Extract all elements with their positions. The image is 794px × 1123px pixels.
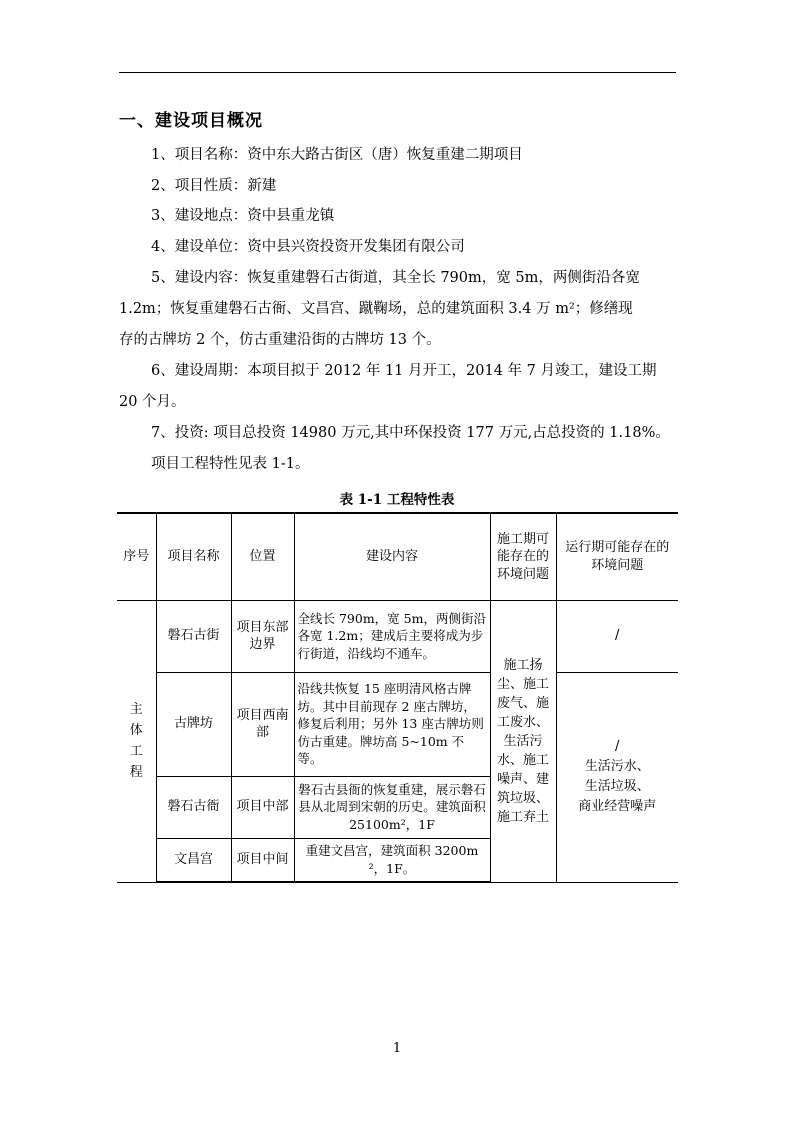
operation-issue-line: 商业经营噪声	[578, 799, 657, 814]
item-project-nature: 2、项目性质：新建	[151, 178, 277, 194]
header-position: 位置	[231, 513, 294, 600]
item-investment: 7、投资: 项目总投资 14980 万元,其中环保投资 177 万元,占总投资的 1.18%。	[151, 425, 670, 441]
row-position: 项目西南部	[231, 672, 294, 776]
header-rule	[119, 72, 676, 73]
item-content-line1: 5、建设内容：恢复重建磐石古街道，其全长 790m，宽 5m，两侧街沿各宽	[151, 270, 640, 286]
page-number: 1	[392, 1041, 402, 1056]
table-row	[117, 672, 678, 776]
row-name: 磐石古街	[156, 600, 231, 672]
row-name: 文昌宫	[156, 838, 231, 882]
row-position: 项目中部	[231, 776, 294, 838]
row-content: 全线长 790m，宽 5m，两侧街沿各宽 1.2m；建成后主要将成为步行街道，沿线均不通车。	[294, 600, 490, 672]
item-period-line1: 6、建设周期：本项目拟于 2012 年 11 月开工，2014 年 7 月竣工，建设工期	[151, 363, 657, 379]
table-row	[117, 600, 678, 672]
row-position: 项目中间	[231, 838, 294, 882]
item-content-line3: 存的古牌坊 2 个，仿古重建沿街的古牌坊 13 个。	[119, 332, 441, 348]
operation-issue-line: 生活污水、	[584, 759, 650, 774]
section-heading: 一、建设项目概况	[119, 111, 263, 131]
table-header-row	[117, 513, 678, 600]
header-content: 建设内容	[294, 513, 490, 600]
item-see-table: 项目工程特性见表 1-1。	[151, 456, 310, 472]
item-project-name: 1、项目名称：资中东大路古街区（唐）恢复重建二期项目	[151, 147, 523, 163]
row-position: 项目东部边界	[231, 600, 294, 672]
item-content-line2: 1.2m；恢复重建磐石古衙、文昌宫、蹴鞠场，总的建筑面积 3.4 万 m²；修缮现	[119, 301, 633, 317]
item-period-line2: 20 个月。	[119, 394, 186, 410]
operation-issues-cell	[556, 672, 678, 882]
table-caption: 表 1-1 工程特性表	[339, 492, 455, 508]
header-operation-issues: 运行期可能存在的环境问题	[556, 513, 678, 600]
operation-issue-line: 生活垃圾、	[584, 779, 650, 794]
item-location: 3、建设地点：资中县重龙镇	[151, 208, 335, 224]
operation-issues-row1: /	[556, 600, 678, 672]
project-characteristics-table	[117, 512, 678, 883]
row-content: 沿线共恢复 15 座明清风格古牌坊。其中目前现存 2 座古牌坊，修复后利用；另外 13 座古牌坊则仿古重建。牌坊高 5~10m 不等。	[294, 672, 490, 776]
row-content: 重建文昌宫，建筑面积 3200m²，1F。	[294, 838, 490, 882]
row-content: 磐石古县衙的恢复重建，展示磐石县从北周到宋朝的历史。建筑面积 25100m²，1F	[294, 776, 490, 838]
header-name: 项目名称	[156, 513, 231, 600]
header-seq: 序号	[117, 513, 156, 600]
header-construction-issues: 施工期可能存在的环境问题	[490, 513, 556, 600]
row-name: 磐石古衙	[156, 776, 231, 838]
operation-issue-line: /	[615, 739, 620, 754]
row-name: 古牌坊	[156, 672, 231, 776]
construction-issues-cell: 施工扬尘、施工废气、施工废水、生活污水、施工噪声、建筑垃圾、施工弃土	[490, 600, 556, 882]
item-unit: 4、建设单位：资中县兴资投资开发集团有限公司	[151, 239, 465, 255]
group-cell: 主体工程	[117, 600, 156, 882]
